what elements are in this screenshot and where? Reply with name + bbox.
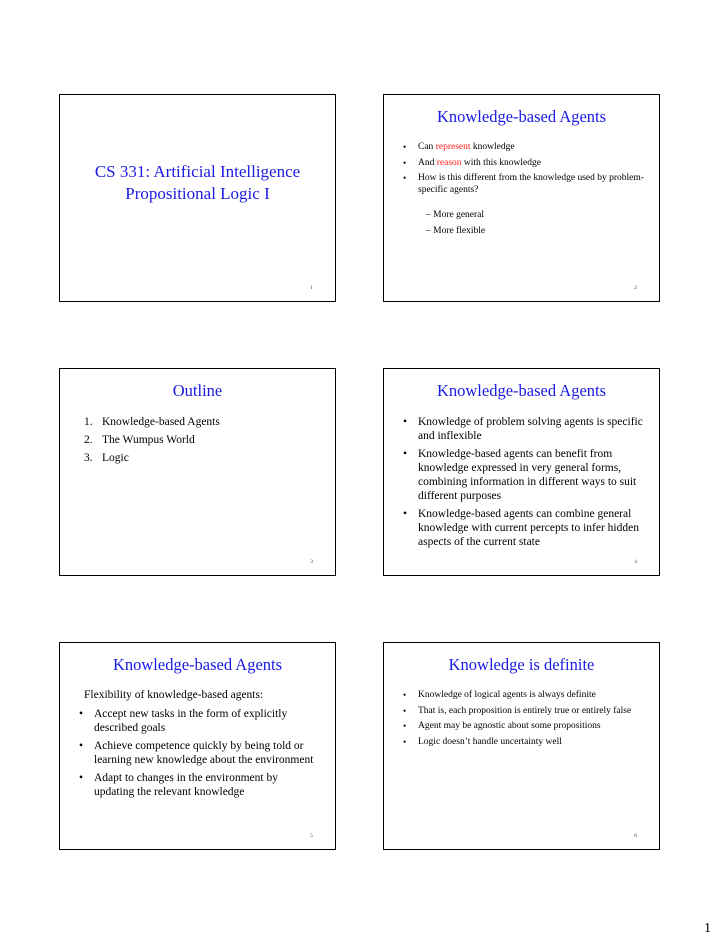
outline-list (84, 415, 325, 469)
bullet-glyph: • (403, 705, 407, 716)
bullet-item: • Knowledge-based agents can benefit from knowledge expressed in very general forms, combining information in different ways to suit different purposes (403, 448, 637, 502)
slide-5 (59, 642, 336, 850)
slide-2-sub-bullets (426, 209, 649, 241)
course-title: CS 331: Artificial Intelligence (94, 162, 301, 181)
bullet-item: • And reason with this knowledge (403, 157, 541, 168)
bullet-glyph: • (403, 157, 407, 168)
sub-bullet-item: – More flexible (426, 226, 486, 236)
bullet-item: • How is this different from the knowledge used by problem-specific agents? (403, 173, 644, 195)
slide-number: 2 (634, 285, 637, 291)
slide-number: 5 (310, 833, 313, 839)
bullet-glyph: • (403, 736, 407, 747)
slide-4-bullets (394, 415, 645, 553)
bullet-item: • Achieve competence quickly by being told or learning new knowledge about the environment (79, 740, 314, 766)
slide-4-title: Knowledge-based Agents (436, 381, 607, 400)
bullet-glyph: • (403, 508, 408, 520)
bullet-item: • Accept new tasks in the form of explicitly described goals (79, 708, 288, 734)
bullet-item: • That is, each proposition is entirely true or entirely false (403, 705, 632, 716)
bullet-item: • Knowledge of problem solving agents is specific and inflexible (403, 416, 643, 442)
bullet-item: • Can represent knowledge (403, 142, 515, 152)
bullet-item: • Agent may be agnostic about some propositions (403, 721, 601, 731)
bullet-glyph: • (403, 142, 407, 152)
highlight-text: represent (435, 142, 471, 152)
slide-number: 4 (634, 559, 637, 565)
bullet-glyph: • (79, 708, 84, 720)
slide-4 (383, 368, 660, 576)
page-number: 1 (704, 921, 711, 936)
bullet-glyph: • (403, 721, 407, 731)
slide-number: 6 (634, 833, 637, 839)
slide-6-title: Knowledge is definite (448, 655, 595, 674)
slide-5-title: Knowledge-based Agents (112, 655, 283, 674)
slide-6 (383, 642, 660, 850)
slide-3-title: Outline (172, 381, 223, 400)
bullet-item: • Adapt to changes in the environment by updating the relevant knowledge (79, 772, 278, 798)
slide-3 (59, 368, 336, 576)
slide-1 (59, 94, 336, 302)
bullet-glyph: • (79, 740, 84, 752)
bullet-glyph: • (403, 416, 408, 428)
bullet-glyph: • (79, 772, 84, 784)
slide-number: 3 (310, 559, 313, 565)
slide-2 (383, 94, 660, 302)
slide-6-bullets (394, 689, 645, 751)
sub-bullet-item: – More general (426, 210, 485, 220)
bullet-item: • Knowledge-based agents can combine general knowledge with current percepts to infer hidden aspects of the current state (403, 508, 639, 548)
slide-2-bullets (394, 141, 645, 200)
slide-2-title: Knowledge-based Agents (436, 107, 607, 126)
bullet-item: • Knowledge of logical agents is always definite (403, 690, 596, 700)
slide-number: 1 (310, 285, 313, 291)
bullet-item: • Logic doesn’t handle uncertainty well (403, 736, 562, 747)
lecture-title: Propositional Logic I (125, 184, 270, 203)
bullet-glyph: • (403, 448, 408, 460)
slide-1-title (60, 161, 335, 205)
bullet-glyph: • (403, 690, 407, 700)
outline-item: 1. Knowledge-based Agents (84, 416, 220, 428)
highlight-text: reason (436, 157, 462, 168)
outline-item: 3. Logic (84, 452, 129, 464)
slide-5-bullets (70, 707, 321, 803)
bullet-glyph: • (403, 173, 407, 183)
outline-item: 2. The Wumpus World (84, 434, 195, 446)
slide-5-intro: Flexibility of knowledge-based agents: (84, 689, 264, 701)
